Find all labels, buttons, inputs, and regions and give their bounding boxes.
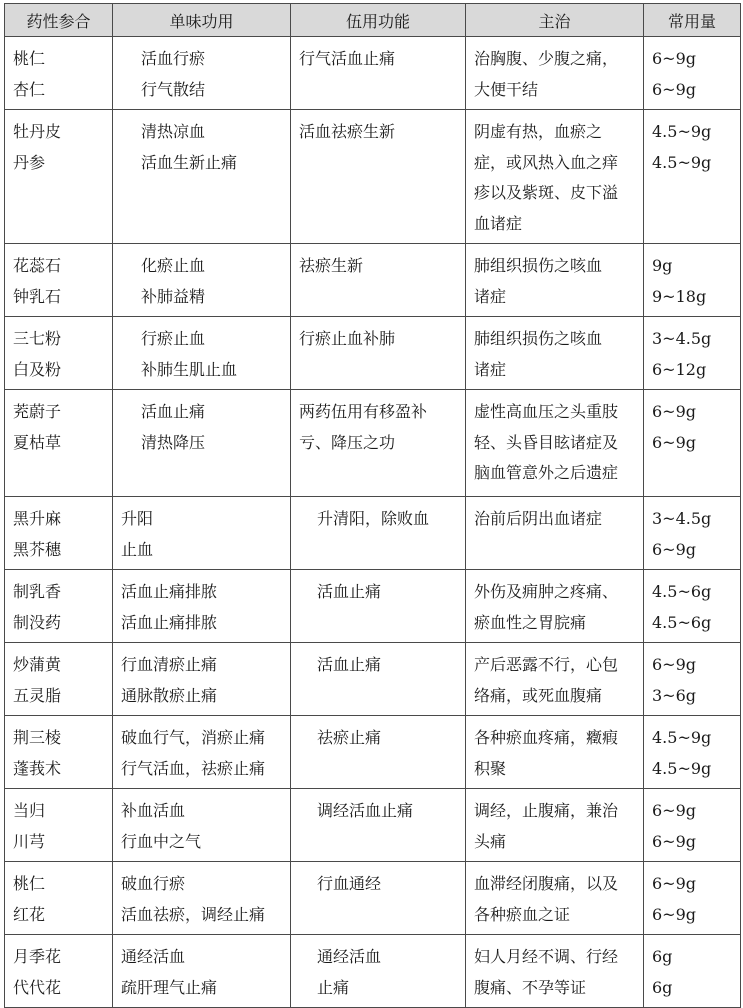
combined-function-cell <box>291 862 466 935</box>
indications-cell-line: 治胸腹、少腹之痛， <box>474 49 619 68</box>
combined-function-cell <box>291 390 466 497</box>
dosage-cell-line: 6g <box>652 947 673 966</box>
dosage-cell-line: 6~9g <box>652 904 697 924</box>
single-function-cell-line: 补肺生肌止血 <box>141 359 238 379</box>
single-function-cell-line: 疏肝理气止痛 <box>121 977 218 997</box>
combined-function-cell-line: 亏、降压之功 <box>299 432 396 452</box>
dosage-cell <box>644 789 741 862</box>
header-dosage: 常用量 <box>644 4 741 37</box>
dosage-cell-line: 3~6g <box>652 685 697 705</box>
table-row <box>5 570 741 643</box>
combined-function-cell-line: 行瘀止血补肺 <box>299 329 396 348</box>
single-function-cell <box>113 37 291 110</box>
indications-cell-line: 血滞经闭腹痛，以及 <box>474 874 619 893</box>
herb-pair-cell-line: 代代花 <box>13 977 62 997</box>
indications-cell-line: 症，或风热入血之痒 <box>474 152 619 172</box>
dosage-cell-line: 6~9g <box>652 874 697 893</box>
indications-cell <box>466 570 644 643</box>
dosage-cell-line: 6~9g <box>652 79 697 99</box>
combined-function-cell <box>291 317 466 390</box>
herb-pair-cell <box>5 570 113 643</box>
indications-cell-line: 外伤及痈肿之疼痛、 <box>474 582 619 601</box>
single-function-cell-line: 补血活血 <box>121 801 186 820</box>
indications-cell-line: 腹痛、不孕等证 <box>474 977 587 997</box>
table-row <box>5 497 741 570</box>
single-function-cell <box>113 390 291 497</box>
single-function-cell-line: 行瘀止血 <box>141 329 206 348</box>
dosage-cell-line: 4.5~9g <box>652 122 712 141</box>
dosage-cell-line: 6~9g <box>652 801 697 820</box>
combined-function-cell-line: 祛瘀止痛 <box>317 728 382 747</box>
combined-function-cell <box>291 497 466 570</box>
indications-cell-line: 轻、头昏目眩诸症及 <box>474 432 619 452</box>
single-function-cell-line: 活血止痛排脓 <box>121 612 218 632</box>
single-function-cell-line: 通脉散瘀止痛 <box>121 685 218 705</box>
single-function-cell-line: 活血止痛排脓 <box>121 582 218 601</box>
indications-cell-line: 大便干结 <box>474 79 539 99</box>
combined-function-cell-line: 行气活血止痛 <box>299 49 396 68</box>
combined-function-cell-line: 活血祛瘀生新 <box>299 122 396 141</box>
indications-cell-line: 脑血管意外之后遗症 <box>474 463 619 482</box>
dosage-cell-line: 3~4.5g <box>652 509 712 528</box>
herb-pair-cell <box>5 789 113 862</box>
single-function-cell-line: 破血行气，消瘀止痛 <box>121 728 266 747</box>
table-row <box>5 935 741 1008</box>
header-combined-function: 伍用功能 <box>291 4 466 37</box>
single-function-cell-line: 行气散结 <box>141 79 206 99</box>
single-function-cell <box>113 716 291 789</box>
indications-cell <box>466 789 644 862</box>
header-herb-pair: 药性参合 <box>5 4 113 37</box>
single-function-cell-line: 止血 <box>121 539 154 559</box>
indications-cell-line: 各种瘀血之证 <box>474 904 571 924</box>
combined-function-cell <box>291 37 466 110</box>
single-function-cell-line: 通经活血 <box>121 947 186 966</box>
herb-pair-cell <box>5 716 113 789</box>
single-function-cell <box>113 935 291 1008</box>
dosage-cell-line: 4.5~6g <box>652 612 712 632</box>
single-function-cell-line: 行血中之气 <box>121 831 202 851</box>
combined-function-cell-line: 升清阳，除败血 <box>317 509 430 528</box>
single-function-cell <box>113 317 291 390</box>
single-function-cell-line: 活血止痛 <box>141 402 206 421</box>
herb-pair-cell-line: 制没药 <box>13 612 62 632</box>
herb-pair-cell-line: 牡丹皮 <box>13 122 62 141</box>
header-row <box>5 4 741 37</box>
indications-cell-line: 血诸症 <box>474 213 523 233</box>
combined-function-cell-line: 活血止痛 <box>317 655 382 674</box>
herb-pair-cell-line: 桃仁 <box>13 49 46 68</box>
single-function-cell-line: 补肺益精 <box>141 286 206 306</box>
herb-pair-cell <box>5 110 113 244</box>
indications-cell <box>466 497 644 570</box>
indications-cell-line: 阴虚有热，血瘀之 <box>474 122 603 141</box>
table-row <box>5 390 741 497</box>
indications-cell-line: 肺组织损伤之咳血 <box>474 256 603 275</box>
single-function-cell-line: 升阳 <box>121 509 154 528</box>
dosage-cell <box>644 390 741 497</box>
dosage-cell-line: 6~9g <box>652 432 697 452</box>
herb-pair-cell-line: 黑芥穗 <box>13 539 62 559</box>
table-row <box>5 110 741 244</box>
indications-cell <box>466 390 644 497</box>
indications-cell-line: 诸症 <box>474 359 507 379</box>
indications-cell <box>466 643 644 716</box>
herb-pair-cell-line: 夏枯草 <box>13 432 62 452</box>
single-function-cell-line: 行气活血，祛瘀止痛 <box>121 758 266 778</box>
combined-function-cell <box>291 110 466 244</box>
table-row <box>5 716 741 789</box>
herb-pair-cell-line: 五灵脂 <box>13 685 62 705</box>
herb-pair-cell-line: 丹参 <box>13 152 46 172</box>
dosage-cell-line: 4.5~6g <box>652 582 712 601</box>
dosage-cell <box>644 110 741 244</box>
combined-function-cell-line: 调经活血止痛 <box>317 801 414 820</box>
indications-cell-line: 络痛，或死血腹痛 <box>474 685 603 705</box>
dosage-cell-line: 4.5~9g <box>652 758 712 778</box>
dosage-cell-line: 6~9g <box>652 49 697 68</box>
combined-function-cell <box>291 716 466 789</box>
combined-function-cell-line: 祛瘀生新 <box>299 256 364 275</box>
indications-cell <box>466 37 644 110</box>
combined-function-cell-line: 通经活血 <box>317 947 382 966</box>
combined-function-cell <box>291 935 466 1008</box>
combined-function-cell <box>291 244 466 317</box>
dosage-cell-line: 4.5~9g <box>652 728 712 747</box>
dosage-cell <box>644 935 741 1008</box>
single-function-cell <box>113 110 291 244</box>
single-function-cell-line: 活血行瘀 <box>141 49 206 68</box>
indications-cell <box>466 862 644 935</box>
herb-pair-cell-line: 川芎 <box>13 831 46 851</box>
herb-pair-cell-line: 蓬莪术 <box>13 758 62 778</box>
indications-cell-line: 产后恶露不行，心包 <box>474 655 619 674</box>
table-row <box>5 37 741 110</box>
table-row <box>5 789 741 862</box>
dosage-cell-line: 6~9g <box>652 655 697 674</box>
combined-function-cell-line: 止痛 <box>317 977 350 997</box>
indications-cell <box>466 935 644 1008</box>
dosage-cell <box>644 862 741 935</box>
table-row <box>5 317 741 390</box>
single-function-cell-line: 活血祛瘀，调经止痛 <box>121 904 266 924</box>
single-function-cell-line: 行血清瘀止痛 <box>121 655 218 674</box>
dosage-cell <box>644 643 741 716</box>
herb-pair-cell-line: 月季花 <box>13 947 62 966</box>
table-row <box>5 244 741 317</box>
dosage-cell <box>644 570 741 643</box>
herb-pair-cell <box>5 317 113 390</box>
indications-cell-line: 诸症 <box>474 286 507 306</box>
indications-cell-line: 虚性高血压之头重肢 <box>474 402 619 421</box>
dosage-cell-line: 6~9g <box>652 539 697 559</box>
single-function-cell-line: 活血生新止痛 <box>141 152 238 172</box>
herb-pair-cell <box>5 935 113 1008</box>
herb-pair-cell-line: 白及粉 <box>13 359 62 379</box>
single-function-cell <box>113 862 291 935</box>
single-function-cell-line: 破血行瘀 <box>121 874 186 893</box>
indications-cell-line: 疹以及紫斑、皮下溢 <box>474 183 619 202</box>
indications-cell-line: 妇人月经不调、行经 <box>474 947 619 966</box>
single-function-cell-line: 清热降压 <box>141 432 206 452</box>
herb-pair-cell <box>5 244 113 317</box>
indications-cell <box>466 317 644 390</box>
combined-function-cell <box>291 570 466 643</box>
herb-pair-cell-line: 杏仁 <box>13 79 46 99</box>
dosage-cell-line: 9~18g <box>652 286 707 306</box>
dosage-cell <box>644 37 741 110</box>
herb-pair-cell <box>5 37 113 110</box>
herb-pair-cell-line: 桃仁 <box>13 874 46 893</box>
indications-cell-line: 积聚 <box>474 758 507 778</box>
herb-pair-cell-line: 茺蔚子 <box>13 402 62 421</box>
indications-cell <box>466 244 644 317</box>
herb-pair-cell-line: 荆三棱 <box>13 728 62 747</box>
dosage-cell-line: 6~9g <box>652 831 697 851</box>
dosage-cell-line: 6~12g <box>652 359 707 379</box>
indications-cell-line: 肺组织损伤之咳血 <box>474 329 603 348</box>
single-function-cell-line: 化瘀止血 <box>141 256 206 275</box>
header-indications: 主治 <box>466 4 644 37</box>
herb-pair-cell <box>5 643 113 716</box>
combined-function-cell-line: 两药伍用有移盈补 <box>299 402 428 421</box>
table-row <box>5 643 741 716</box>
dosage-cell <box>644 244 741 317</box>
dosage-cell-line: 4.5~9g <box>652 152 712 172</box>
dosage-cell <box>644 317 741 390</box>
herb-pair-cell-line: 炒蒲黄 <box>13 655 62 674</box>
dosage-cell <box>644 497 741 570</box>
herb-pair-cell-line: 钟乳石 <box>13 286 62 306</box>
indications-cell-line: 治前后阴出血诸症 <box>474 509 603 528</box>
dosage-cell-line: 6~9g <box>652 402 697 421</box>
combined-function-cell <box>291 789 466 862</box>
dosage-cell-line: 9g <box>652 256 673 275</box>
indications-cell-line: 头痛 <box>474 831 507 851</box>
combined-function-cell-line: 活血止痛 <box>317 582 382 601</box>
table-row <box>5 862 741 935</box>
herb-pair-cell <box>5 390 113 497</box>
herb-pair-cell-line: 红花 <box>13 904 46 924</box>
herb-pairing-table <box>4 3 741 1008</box>
single-function-cell <box>113 643 291 716</box>
indications-cell-line: 各种瘀血疼痛，癥瘕 <box>474 728 619 747</box>
single-function-cell <box>113 789 291 862</box>
herb-pair-cell-line: 制乳香 <box>13 582 62 601</box>
single-function-cell-line: 清热凉血 <box>141 122 206 141</box>
herb-pair-cell-line: 黑升麻 <box>13 509 62 528</box>
single-function-cell <box>113 244 291 317</box>
dosage-cell-line: 3~4.5g <box>652 329 712 348</box>
combined-function-cell <box>291 643 466 716</box>
herb-pair-cell-line: 花蕊石 <box>13 256 62 275</box>
combined-function-cell-line: 行血通经 <box>317 874 382 893</box>
single-function-cell <box>113 570 291 643</box>
herb-pair-cell <box>5 497 113 570</box>
indications-cell <box>466 716 644 789</box>
herb-pair-cell-line: 三七粉 <box>13 329 62 348</box>
dosage-cell <box>644 716 741 789</box>
header-single-function: 单味功用 <box>113 4 291 37</box>
indications-cell-line: 瘀血性之胃脘痛 <box>474 612 587 632</box>
indications-cell-line: 调经，止腹痛，兼治 <box>474 801 619 820</box>
herb-pair-cell <box>5 862 113 935</box>
single-function-cell <box>113 497 291 570</box>
herb-pair-cell-line: 当归 <box>13 801 46 820</box>
dosage-cell-line: 6g <box>652 977 673 997</box>
indications-cell <box>466 110 644 244</box>
